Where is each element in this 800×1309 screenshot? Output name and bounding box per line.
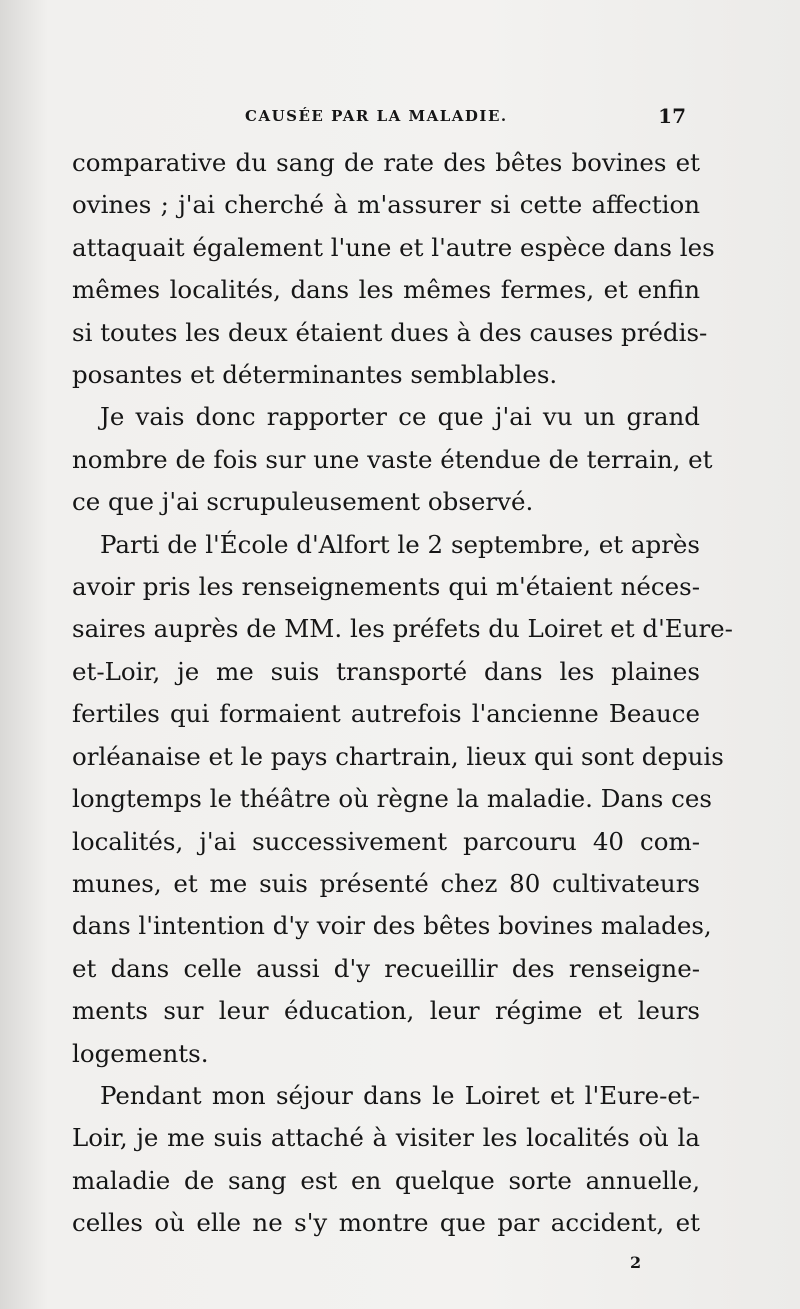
text-line: et-Loir, je me suis transporté dans les plaines [72,656,700,686]
text-line: Loir, je me suis attaché à visiter les localités où la [72,1123,700,1153]
text-line: nombre de fois sur une vaste étendue de terrain, et [72,444,713,474]
text-line: Je vais donc rapporter ce que j'ai vu un grand [100,402,700,432]
running-title: CAUSÉE PAR LA MALADIE. [245,107,508,125]
page-header [70,104,690,130]
text-line: posantes et déterminantes semblables. [72,360,558,390]
text-line: ments sur leur éducation, leur régime et leurs [72,996,700,1026]
text-line: ce que j'ai scrupuleusement observé. [72,487,534,517]
text-line: Parti de l'École d'Alfort le 2 septembre, et après [100,529,700,559]
text-line: ovines ; j'ai cherché à m'assurer si cette affection [72,190,700,220]
text-line: avoir pris les renseignements qui m'étaient néces- [72,572,700,602]
text-line: fertiles qui formaient autrefois l'ancienne Beauce [72,699,700,729]
text-line: mêmes localités, dans les mêmes fermes, et enfin [72,275,700,305]
page-number: 17 [658,104,686,128]
text-line: dans l'intention d'y voir des bêtes bovines malades, [72,911,712,941]
text-line: longtemps le théâtre où règne la maladie. Dans ces [72,784,712,814]
text-line: saires auprès de MM. les préfets du Loiret et d'Eure- [72,614,733,644]
text-line: attaquait également l'une et l'autre espèce dans les [72,232,715,262]
text-line: comparative du sang de rate des bêtes bovines et [72,148,700,177]
body-text [72,142,733,1245]
text-line: Pendant mon séjour dans le Loiret et l'Eure-et- [100,1080,700,1110]
text-line: maladie de sang est en quelque sorte annuelle, [72,1165,700,1195]
signature-mark: 2 [630,1253,642,1272]
text-line: munes, et me suis présenté chez 80 cultivateurs [72,868,700,898]
text-line: localités, j'ai successivement parcouru 40 com- [72,826,700,856]
text-line: logements. [72,1038,209,1068]
text-line: orléanaise et le pays chartrain, lieux qui sont depuis [72,741,724,771]
text-line: et dans celle aussi d'y recueillir des renseigne- [72,953,700,983]
text-line: celles où elle ne s'y montre que par accident, et [72,1208,700,1238]
text-line: si toutes les deux étaient dues à des causes prédis- [72,317,708,347]
